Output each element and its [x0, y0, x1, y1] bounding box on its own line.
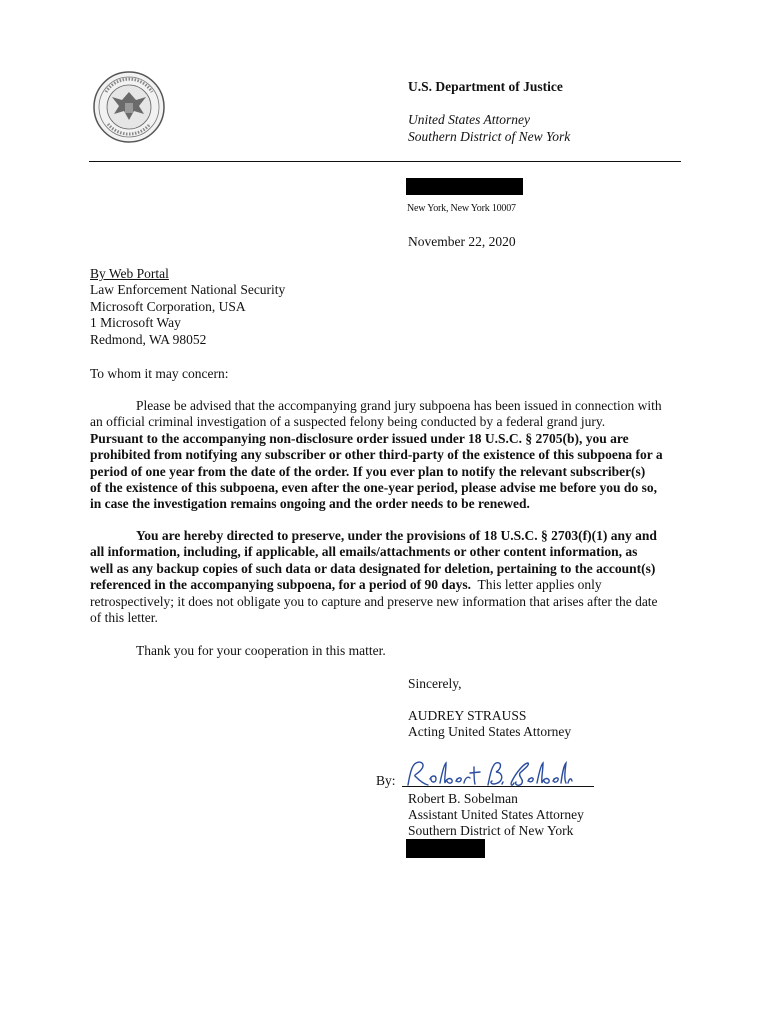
paragraph-2-line [90, 577, 682, 593]
paragraph-2-bold-segment: referenced in the accompanying subpoena, for a period of 90 days. [90, 577, 472, 593]
doj-seal [92, 70, 166, 144]
paragraph-1-line: Please be advised that the accompanying grand jury subpoena has been issued in connection with [136, 398, 662, 413]
signature-text: Robert B. Sobelman [404, 757, 413, 758]
paragraph-2-line: all information, including, if applicable, all emails/attachments or other content information, as [90, 544, 638, 560]
letter-date: November 22, 2020 [408, 234, 516, 249]
recipient-line-3: 1 Microsoft Way [90, 315, 181, 331]
redacted-address-block [406, 178, 523, 195]
paragraph-2-line: of this letter. [90, 610, 158, 626]
signature-line [402, 786, 594, 787]
department-name: U.S. Department of Justice [408, 79, 563, 94]
paragraph-1-line: prohibited from notifying any subscriber or other third-party of the existence of this subpoena for a [90, 447, 663, 463]
letterhead-divider [89, 161, 681, 162]
recipient-line-1: Law Enforcement National Security [90, 282, 286, 298]
paragraph-2-regular-segment: This letter applies only [471, 577, 602, 593]
attorney-title: Acting United States Attorney [408, 724, 572, 739]
paragraph-1-line: Pursuant to the accompanying non-disclosure order issued under 18 U.S.C. § 2705(b), you are [90, 430, 629, 446]
greeting: To whom it may concern: [90, 366, 229, 381]
paragraph-2-line: well as any backup copies of such data or data designated for deletion, pertaining to the account(s) [90, 560, 656, 576]
paragraph-2 [90, 528, 682, 626]
recipient-line-4: Redmond, WA 98052 [90, 331, 207, 347]
delivery-method: By Web Portal [90, 266, 169, 281]
paragraph-1-line: of the existence of this subpoena, even after the one-year period, please advise me before you do so, [90, 480, 657, 496]
signer-title: Assistant United States Attorney [408, 807, 584, 822]
paragraph-2-line: You are hereby directed to preserve, under the provisions of 18 U.S.C. § 2703(f)(1) any and [136, 528, 657, 543]
signer-name: Robert B. Sobelman [408, 791, 518, 806]
paragraph-1-line: period of one year from the date of the order. If you ever plan to notify the relevant subscriber(s) [90, 463, 646, 479]
city-line: New York, New York 10007 [407, 203, 516, 214]
signer-office: Southern District of New York [408, 823, 574, 838]
paragraph-1-line: an official criminal investigation of a suspected felony being conducted by a federal grand jury. [90, 414, 606, 430]
recipient-line-2: Microsoft Corporation, USA [90, 298, 246, 314]
paragraph-2-line: retrospectively; it does not obligate you to capture and preserve new information that arises after the date [90, 593, 658, 609]
attorney-name: AUDREY STRAUSS [408, 708, 527, 723]
redacted-contact-block [406, 839, 485, 858]
sign-off: Sincerely, [408, 676, 462, 691]
by-label: By: [376, 773, 396, 788]
paragraph-1 [90, 398, 682, 513]
paragraph-1-line: in case the investigation remains ongoing and the order needs to be renewed. [90, 496, 530, 512]
office-line-1: United States Attorney [408, 112, 530, 127]
recipient-address [90, 266, 285, 348]
office-line-2: Southern District of New York [408, 129, 571, 144]
closing-thanks: Thank you for your cooperation in this matter. [136, 643, 386, 658]
